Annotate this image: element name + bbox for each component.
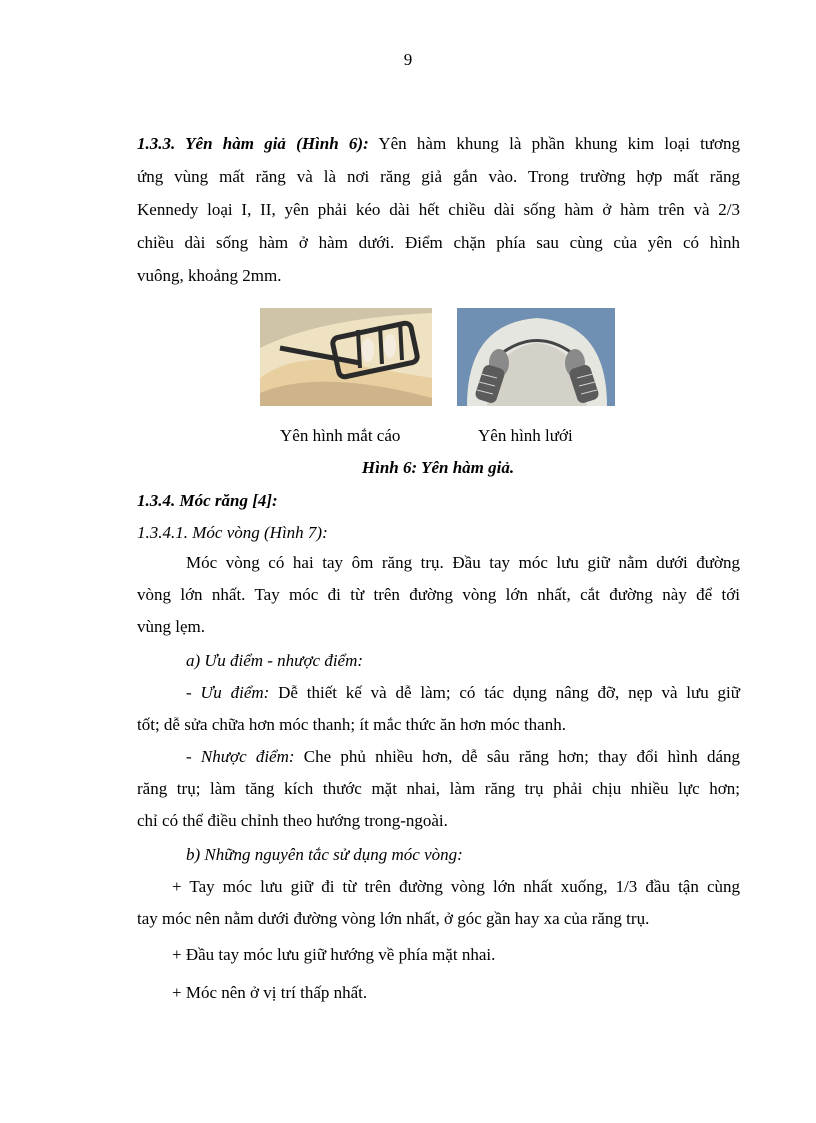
lattice-saddle-label: Yên hình lưới	[478, 426, 573, 445]
rule-3: + Móc nên ở vị trí thấp nhất.	[172, 983, 368, 1002]
lattice-saddle-photo	[457, 308, 615, 406]
section-133-line-5: vuông, khoảng 2mm.	[137, 266, 282, 285]
para-1-line-2: vòng lớn nhất. Tay móc đi từ trên đường vòng lớn nhất, cắt đường này để tới	[137, 585, 740, 604]
advantages-line-1: - Ưu điểm: Dễ thiết kế và dễ làm; có tác dụng nâng đỡ, nẹp và lưu giữ	[186, 683, 740, 702]
section-133-line-3: Kennedy loại I, II, yên phải kéo dài hết chiều dài sống hàm ở hàm trên và 2/3	[137, 200, 740, 219]
rule-2: + Đầu tay móc lưu giữ hướng về phía mặt nhai.	[172, 945, 496, 964]
mesh-saddle-label: Yên hình mắt cáo	[280, 426, 401, 445]
advantages-line-2: tốt; dễ sửa chữa hơn móc thanh; ít mắc thức ăn hơn móc thanh.	[137, 715, 566, 734]
section-1341-heading: 1.3.4.1. Móc vòng (Hình 7):	[137, 523, 328, 542]
para-1-line-1: Móc vòng có hai tay ôm răng trụ. Đầu tay móc lưu giữ nằm dưới đường	[186, 553, 740, 572]
mesh-saddle-photo	[260, 308, 432, 406]
section-133-line-2: ứng vùng mất răng và là nơi răng giả gắn vào. Trong trường hợp mất răng	[137, 167, 740, 186]
figure-6-caption: Hình 6: Yên hàm giả.	[361, 458, 515, 477]
a-heading: a) Ưu điểm - nhược điểm:	[186, 651, 364, 670]
page-number: 9	[403, 50, 413, 69]
advantages-label: - Ưu điểm:	[186, 683, 270, 702]
section-133-line-4: chiều dài sống hàm ở hàm dưới. Điểm chặn phía sau cùng của yên có hình	[137, 233, 740, 252]
para-1-line-3: vùng lẹm.	[137, 617, 205, 636]
rule-1-line-1: + Tay móc lưu giữ đi từ trên đường vòng lớn nhất xuống, 1/3 đầu tận cùng	[172, 877, 740, 896]
section-134-heading: 1.3.4. Móc răng [4]:	[137, 491, 278, 510]
disadvantages-line-3: chỉ có thể điều chỉnh theo hướng trong-ngoài.	[137, 811, 448, 830]
disadvantages-label: - Nhược điểm:	[186, 747, 295, 766]
disadvantages-line-1: - Nhược điểm: Che phủ nhiều hơn, dễ sâu răng hơn; thay đổi hình dáng	[186, 747, 740, 766]
b-heading: b) Những nguyên tắc sử dụng móc vòng:	[186, 845, 463, 864]
rule-1-line-2: tay móc nên nằm dưới đường vòng lớn nhất, ở góc gần hay xa của răng trụ.	[137, 909, 650, 928]
section-133-line-1: 1.3.3. Yên hàm giả (Hình 6): Yên hàm khung là phần khung kim loại tương	[137, 134, 740, 153]
section-133-heading: 1.3.3. Yên hàm giả (Hình 6):	[137, 134, 369, 153]
disadvantages-line-2: răng trụ; làm tăng kích thước mặt nhai, làm răng trụ phải chịu nhiều lực hơn;	[137, 779, 740, 798]
